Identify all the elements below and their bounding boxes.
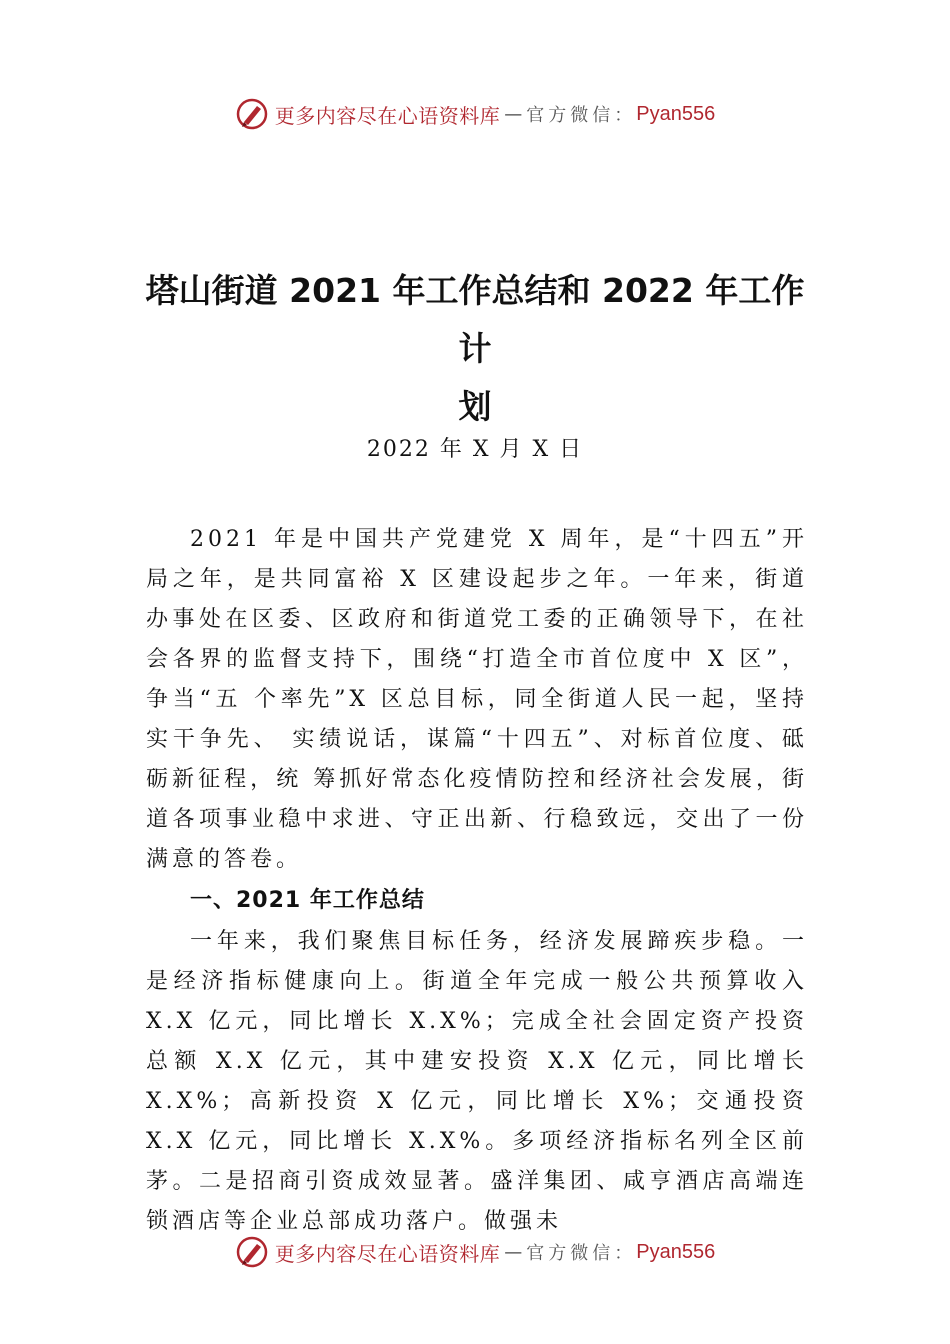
title-line-3: 划 [458, 387, 492, 426]
pen-logo-icon [235, 97, 269, 131]
document-date: 2022 年 X 月 X 日 [366, 437, 584, 462]
document-body [146, 520, 808, 1242]
banner-dash: — [504, 103, 523, 125]
paragraph-summary: 一年来，我们聚焦目标任务，经济发展蹄疾步稳。一是经济指标健康向上。街道全年完成一般公共预算收入 X.X 亿元，同比增长 X.X%；完成全社会固定资产投资总额 X.X 亿元，其中建安投资 X.X 亿元，同比增长 X.X%；高新投资 X 亿元，同比增长 X%；交通投资 X.X 亿元，同比增长 X.X%。多项经济指标名列全区前茅。二是招商引资成效显著。盛洋集团、咸亨酒店高端连锁酒店等企业总部成功落户。做强未 [146, 929, 808, 1234]
document-title [0, 262, 950, 436]
banner-text: 更多内容尽在心语资料库 [274, 103, 501, 128]
banner-text: 更多内容尽在心语资料库 [274, 1241, 501, 1266]
pen-logo-icon [235, 1235, 269, 1269]
banner-wechat-label: 官方微信： [526, 105, 637, 126]
footer-banner [0, 1232, 950, 1272]
title-line-1: 塔山街道 2021 年工作总结和 2022 年工作 [145, 271, 805, 310]
paragraph-intro: 2021 年是中国共产党建党 X 周年，是“十四五”开局之年，是共同富裕 X 区建设起步之年。一年来，街道办事处在区委、区政府和街道党工委的正确领导下，在社会各界的监督支持下，围绕“打造全市首位度中 X 区”，争当“五 个率先”X 区总目标，同全街道人民一起，坚持实干争先、 实绩说话，谋篇“十四五”、对标首位度、砥砺新征程，统 筹抓好常态化疫情防控和经济社会发展，街道各项事业稳中求进、守正出新、行稳致远，交出了一份满意的答卷。 [146, 527, 808, 872]
header-banner [0, 94, 950, 134]
title-line-2: 计 [458, 329, 492, 368]
banner-wechat-id: Pyan556 [636, 102, 716, 125]
banner-wechat-label: 官方微信： [526, 1243, 637, 1264]
banner-dash: — [504, 1241, 523, 1263]
section-heading: 一、2021 年工作总结 [190, 888, 425, 913]
banner-wechat-id: Pyan556 [636, 1240, 716, 1263]
